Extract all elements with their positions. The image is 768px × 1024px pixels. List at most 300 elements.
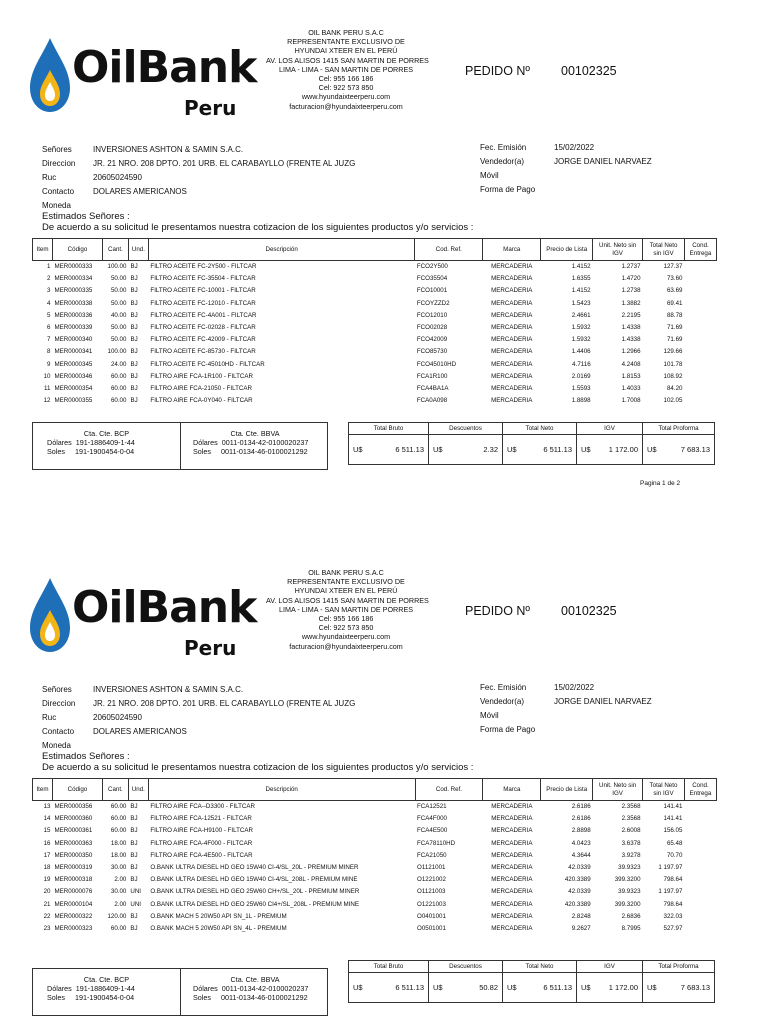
order-values (554, 681, 652, 709)
cell-cod-ref: FCA4F000 (417, 815, 447, 823)
bank-accounts (32, 422, 328, 470)
cell-precio-lista: 420.3389 (564, 876, 591, 884)
bcp-dolares-account: 191-1886409-1-44 (75, 984, 135, 993)
cell-item: 7 (47, 336, 51, 344)
cell-cant: 60.00 (110, 815, 127, 823)
cell-item: 15 (43, 827, 51, 835)
value-direccion: JR. 21 NRO. 208 DPTO. 201 URB. EL CARABAYLLO (FRENTE AL JUZG (93, 699, 356, 708)
cell-cant: 120.00 (107, 912, 127, 920)
cell-descripcion: FILTRO AIRE FCA--D3300 - FILTCAR (150, 803, 255, 811)
value-ruc: 20605024590 (93, 713, 142, 722)
bbva-soles-row (181, 993, 329, 1002)
currency-label: U$ (433, 983, 443, 992)
company-line: AV. LOS ALISOS 1415 SAN MARTIN DE PORRES (266, 595, 429, 605)
th-precio-lista: Precio de Lista (541, 239, 593, 261)
cell-item: 17 (43, 851, 51, 859)
client-labels (42, 143, 75, 213)
cell-total-neto: 70.70 (666, 851, 683, 859)
cell-item: 16 (43, 839, 51, 847)
th-total-neto: Total Neto sin IGV (643, 779, 685, 801)
igv-value: 1 172.00 (608, 983, 638, 992)
cell-codigo: MER0000336 (54, 311, 93, 319)
cell-unit-neto: 2.6008 (621, 827, 641, 835)
cell-unit-neto: 2.3568 (621, 815, 641, 823)
th-descripcion: Descripción (148, 239, 414, 261)
cell-precio-lista: 2.8248 (571, 912, 591, 920)
th-cant: Cant. (102, 779, 128, 801)
cell-descripcion: O.BANK ULTRA DIESEL HD GEO 15W40 CI-4/SL_208L - PREMIUM MINE (150, 876, 358, 884)
cell-cant: 30.00 (110, 888, 127, 896)
th-total-neto: Total Neto (503, 961, 577, 973)
currency-label: U$ (647, 445, 657, 454)
company-line: Cel: 922 573 850 (318, 83, 374, 93)
cell-cant: 2.00 (114, 900, 127, 908)
company-line: Cel: 955 166 186 (318, 614, 374, 624)
table-row (33, 801, 717, 813)
company-line: Cel: 955 166 186 (318, 74, 374, 84)
totals-values-row (349, 973, 715, 1003)
table-header-row (33, 779, 717, 801)
label-movil: Móvil (480, 171, 499, 180)
cell-total-neto: 84.20 (666, 384, 683, 392)
cell-item: 4 (47, 299, 51, 307)
cell-total-neto: 156.05 (663, 827, 683, 835)
th-cod-ref: Cod. Ref. (415, 239, 483, 261)
cell-cond-entrega (684, 922, 716, 934)
label-contacto: Contacto (42, 727, 75, 736)
client-values (93, 143, 355, 199)
table-row (33, 922, 717, 934)
bbva-soles-account: 0011-0134-46-0100021292 (220, 447, 308, 456)
bcp-soles-label: Soles (47, 447, 65, 456)
pedido-label: PEDIDO Nº (465, 64, 530, 78)
company-line: HYUNDAI XTEER EN EL PERÚ (294, 586, 398, 596)
cell-item: 19 (43, 876, 51, 884)
bbva-soles-label: Soles (193, 447, 211, 456)
bbva-dolares-account: 0011-0134-42-0100020237 (221, 984, 309, 993)
oilbank-logo (28, 576, 257, 662)
table-row (33, 861, 717, 873)
th-igv: IGV (577, 961, 643, 973)
cell-cond-entrega (684, 297, 716, 309)
cell-item: 5 (47, 311, 51, 319)
currency-label: U$ (581, 983, 591, 992)
cell-total-neto: 322.03 (663, 912, 683, 920)
cell-precio-lista: 42.0339 (568, 864, 591, 872)
logo-wordmark: OilBank (72, 42, 257, 93)
cell-cant: 60.00 (110, 372, 127, 380)
cell-marca: MERCADERIA (491, 397, 533, 405)
bcp-dolares-label: Dólares (47, 984, 72, 993)
cell-precio-lista: 1.5423 (571, 299, 591, 307)
document-page-2 (0, 558, 768, 1024)
th-marca: Marca (483, 779, 541, 801)
cell-cant: 60.00 (110, 827, 127, 835)
cell-item: 2 (47, 275, 51, 283)
table-row (33, 358, 717, 370)
cell-item: 1 (47, 263, 51, 271)
cell-cond-entrega (684, 898, 716, 910)
label-forma-pago: Forma de Pago (480, 725, 536, 734)
cell-marca: MERCADERIA (491, 324, 533, 332)
cell-und: BJ (130, 372, 138, 380)
cell-unit-neto: 4.2408 (621, 360, 641, 368)
value-moneda: DOLARES AMERICANOS (93, 727, 187, 736)
cell-item: 6 (47, 324, 51, 332)
table-row (33, 309, 717, 321)
cell-unit-neto: 2.3568 (621, 803, 641, 811)
cell-codigo: MER0000361 (54, 827, 93, 835)
label-vendedor: Vendedor(a) (480, 157, 525, 166)
greeting (42, 211, 473, 233)
value-senores: INVERSIONES ASHTON & SAMIN S.A.C. (93, 145, 244, 154)
table-row (33, 370, 717, 382)
cell-item: 20 (43, 888, 51, 896)
cell-und: BJ (130, 324, 138, 332)
cell-codigo: MER0000104 (54, 900, 93, 908)
cell-descripcion: FILTRO AIRE FCA-21050 - FILTCAR (150, 384, 252, 392)
th-total-bruto: Total Bruto (349, 423, 429, 435)
table-row (33, 273, 717, 285)
bbva-dolares-account: 0011-0134-42-0100020237 (221, 438, 309, 447)
cell-marca: MERCADERIA (491, 348, 533, 356)
cell-precio-lista: 1.4152 (571, 287, 591, 295)
cell-marca: MERCADERIA (491, 912, 533, 920)
table-row (33, 825, 717, 837)
cell-precio-lista: 2.4661 (571, 311, 591, 319)
cell-marca: MERCADERIA (491, 924, 533, 932)
cell-total-neto: 71.69 (666, 336, 683, 344)
totals-header-row (349, 423, 715, 435)
cell-descripcion: O.BANK ULTRA DIESEL HD GEO 25W60 CI4+/SL_208L - PREMIUM MINE (150, 900, 360, 908)
order-labels (480, 681, 535, 737)
bank-bbva (181, 429, 329, 456)
cell-und: BJ (130, 924, 138, 932)
cell-descripcion: FILTRO ACEITE FC-42009 - FILTCAR (150, 336, 256, 344)
bcp-dolares-row (33, 984, 180, 993)
table-row (33, 297, 717, 309)
cell-cond-entrega (684, 334, 716, 346)
table-row (33, 898, 717, 910)
cell-cond-entrega (684, 358, 716, 370)
th-item: Item (33, 779, 53, 801)
th-total-proforma: Total Proforma (643, 423, 715, 435)
cell-cant: 50.00 (110, 275, 127, 283)
th-item: Item (33, 239, 53, 261)
cell-und: BJ (130, 839, 138, 847)
cell-und: BJ (130, 803, 138, 811)
cell-item: 14 (43, 815, 51, 823)
page-number: Pagina 1 de 2 (640, 480, 681, 487)
cell-total-neto: 73.60 (666, 275, 683, 283)
cell-cod-ref: FCO02028 (416, 324, 448, 332)
cell-cant: 50.00 (110, 324, 127, 332)
cell-cond-entrega (684, 261, 716, 273)
table-row (33, 910, 717, 922)
cell-descripcion: FILTRO ACEITE FC-45010HD - FILTCAR (150, 360, 265, 368)
cell-precio-lista: 4.7116 (572, 360, 591, 368)
th-codigo: Código (52, 239, 102, 261)
cell-marca: MERCADERIA (491, 900, 533, 908)
cell-total-neto: 127.37 (663, 263, 683, 271)
label-moneda: Moneda (42, 741, 71, 750)
label-fec-emision: Fec. Emisión (480, 143, 527, 152)
cell-cod-ref: FCO10001 (416, 287, 448, 295)
cell-codigo: MER0000350 (54, 851, 93, 859)
cell-precio-lista: 1.5593 (571, 384, 591, 392)
cell-total-neto: 102.05 (663, 397, 683, 405)
oilbank-logo (28, 36, 257, 122)
cell-cant: 50.00 (110, 287, 127, 295)
bcp-soles-account: 191-1900454-0-04 (74, 447, 135, 456)
cell-unit-neto: 1.4338 (621, 324, 641, 332)
cell-cond-entrega (684, 849, 716, 861)
table-row (33, 346, 717, 358)
table-row (33, 886, 717, 898)
bbva-dolares-row (181, 984, 329, 993)
cell-cod-ref: O1221003 (417, 900, 446, 908)
cell-und: BJ (130, 397, 138, 405)
greeting (42, 751, 473, 773)
bbva-dolares-label: Dólares (193, 438, 218, 447)
cell-unit-neto: 39.9323 (618, 864, 641, 872)
cell-total-neto: 141.41 (663, 803, 683, 811)
greeting-line-2: De acuerdo a su solicitud le presentamos nuestra cotizacion de los siguientes productos y/o servicios : (42, 762, 474, 773)
th-unit-neto: Unit. Neto sin IGV (593, 779, 643, 801)
company-line: REPRESENTANTE EXCLUSIVO DE (287, 37, 405, 47)
total-bruto-value: 6 511.13 (395, 983, 424, 992)
th-total-neto: Total Neto (503, 423, 577, 435)
label-forma-pago: Forma de Pago (480, 185, 536, 194)
cell-cant: 24.00 (110, 360, 127, 368)
cell-cod-ref: FCA4BA1A (416, 384, 449, 392)
cell-total-neto: 65.48 (666, 839, 683, 847)
cell-cond-entrega (684, 309, 716, 321)
totals-header-row (349, 961, 715, 973)
cell-unit-neto: 1.8153 (621, 372, 641, 380)
cell-codigo: MER0000355 (54, 397, 93, 405)
cell-und: BJ (130, 384, 138, 392)
cell-precio-lista: 4.3644 (571, 851, 591, 859)
company-line: AV. LOS ALISOS 1415 SAN MARTIN DE PORRES (266, 55, 429, 65)
order-labels (480, 141, 535, 197)
cell-und: BJ (130, 360, 138, 368)
cell-marca: MERCADERIA (491, 864, 533, 872)
logo-subtitle: Peru (184, 96, 237, 120)
company-line: facturacion@hyundaixteerperu.com (289, 101, 403, 111)
cell-cod-ref: O1221002 (417, 876, 446, 884)
cell-total-neto: 101.78 (663, 360, 683, 368)
cell-cond-entrega (684, 273, 716, 285)
cell-codigo: MER0000333 (54, 263, 93, 271)
bbva-soles-account: 0011-0134-46-0100021292 (220, 993, 308, 1002)
total-bruto-value: 6 511.13 (395, 445, 424, 454)
label-direccion: Direccion (42, 699, 76, 708)
cell-cond-entrega (684, 370, 716, 382)
items-table (32, 238, 717, 407)
cell-cod-ref: FCO45010HD (416, 360, 457, 368)
cell-cod-ref: FCO85730 (416, 348, 448, 356)
cell-item: 11 (44, 384, 51, 392)
logo-wordmark: OilBank (72, 582, 257, 633)
cell-item: 3 (47, 287, 51, 295)
totals-table (348, 422, 715, 465)
total-bruto-cell (349, 973, 429, 1003)
cell-marca: MERCADERIA (491, 839, 533, 847)
cell-precio-lista: 4.0423 (571, 839, 591, 847)
cell-precio-lista: 2.8898 (571, 827, 591, 835)
total-proforma-value: 7 683.13 (680, 983, 710, 992)
total-proforma-value: 7 683.13 (680, 445, 710, 454)
value-vendedor: JORGE DANIEL NARVAEZ (554, 697, 652, 706)
cell-descripcion: FILTRO ACEITE FC-10001 - FILTCAR (150, 287, 256, 295)
document-page-1 (0, 18, 768, 518)
igv-value: 1 172.00 (608, 445, 638, 454)
cell-descripcion: FILTRO AIRE FCA-4F000 - FILTCAR (150, 839, 253, 847)
label-movil: Móvil (480, 711, 499, 720)
cell-cant: 30.00 (110, 864, 127, 872)
cell-unit-neto: 1.2966 (621, 348, 641, 356)
company-info (266, 568, 429, 651)
cell-cod-ref: FCA78110HD (417, 839, 456, 847)
cell-precio-lista: 2.6186 (571, 803, 591, 811)
cell-codigo: MER0000345 (54, 360, 93, 368)
cell-total-neto: 527.97 (663, 924, 683, 932)
logo-subtitle: Peru (184, 636, 237, 660)
th-cod-ref: Cod. Ref. (415, 779, 483, 801)
value-direccion: JR. 21 NRO. 208 DPTO. 201 URB. EL CARABAYLLO (FRENTE AL JUZG (93, 159, 356, 168)
pedido-number: 00102325 (561, 604, 617, 618)
company-line: www.hyundaixteerperu.com (301, 92, 391, 102)
cell-codigo: MER0000354 (54, 384, 93, 392)
cell-unit-neto: 8.7995 (621, 924, 641, 932)
currency-label: U$ (581, 445, 591, 454)
cell-codigo: MER0000340 (54, 336, 93, 344)
cell-item: 12 (43, 397, 51, 405)
table-row (33, 321, 717, 333)
descuentos-cell (429, 435, 503, 465)
table-row (33, 285, 717, 297)
label-contacto: Contacto (42, 187, 75, 196)
cell-total-neto: 798.64 (663, 876, 683, 884)
cell-unit-neto: 399.3200 (614, 876, 641, 884)
bcp-dolares-row (33, 438, 180, 447)
igv-cell (577, 973, 643, 1003)
cell-precio-lista: 2.0169 (571, 372, 591, 380)
th-descuentos: Descuentos (429, 961, 503, 973)
cell-cod-ref: O0401001 (417, 912, 446, 920)
cell-precio-lista: 420.3389 (564, 900, 591, 908)
company-line: LIMA - LIMA - SAN MARTIN DE PORRES (278, 64, 414, 74)
totals-table (348, 960, 715, 1003)
cell-unit-neto: 1.3882 (621, 299, 641, 307)
cell-und: BJ (130, 851, 138, 859)
th-und: Und. (128, 779, 148, 801)
cell-unit-neto: 399.3200 (614, 900, 641, 908)
bank-bcp (33, 423, 181, 469)
company-line: Cel: 922 573 850 (318, 623, 374, 633)
cell-marca: MERCADERIA (491, 311, 533, 319)
table-header-row (33, 239, 717, 261)
value-vendedor: JORGE DANIEL NARVAEZ (554, 157, 652, 166)
cell-marca: MERCADERIA (491, 803, 533, 811)
cell-cant: 18.00 (110, 851, 127, 859)
company-line: LIMA - LIMA - SAN MARTIN DE PORRES (278, 604, 414, 614)
cell-cond-entrega (684, 395, 716, 407)
order-values (554, 141, 652, 169)
cell-total-neto: 88.78 (666, 311, 683, 319)
cell-marca: MERCADERIA (491, 827, 533, 835)
bbva-soles-row (181, 447, 329, 456)
cell-precio-lista: 42.0339 (568, 888, 591, 896)
company-line: OIL BANK PERU S.A.C (308, 28, 384, 37)
cell-und: UNI (130, 888, 142, 896)
cell-codigo: MER0000360 (54, 815, 93, 823)
th-igv: IGV (577, 423, 643, 435)
cell-cod-ref: FCO35504 (416, 275, 448, 283)
bcp-soles-row (33, 993, 180, 1002)
cell-cond-entrega (684, 886, 716, 898)
cell-und: BJ (130, 336, 138, 344)
cell-cond-entrega (684, 910, 716, 922)
cell-codigo: MER0000338 (54, 299, 93, 307)
company-line: www.hyundaixteerperu.com (301, 632, 391, 642)
cell-precio-lista: 1.5932 (571, 336, 591, 344)
table-row (33, 813, 717, 825)
cell-cant: 18.00 (110, 839, 127, 847)
th-descripcion: Descripción (148, 779, 415, 801)
th-und: Und. (128, 239, 148, 261)
total-proforma-cell (643, 973, 715, 1003)
cell-cond-entrega (684, 346, 716, 358)
cell-cod-ref: O0501001 (417, 924, 446, 932)
cell-item: 21 (43, 900, 51, 908)
cell-precio-lista: 1.6355 (571, 275, 591, 283)
igv-cell (577, 435, 643, 465)
descuentos-value: 50.82 (479, 983, 498, 992)
th-codigo: Código (52, 779, 102, 801)
cell-marca: MERCADERIA (491, 299, 533, 307)
cell-unit-neto: 1.4720 (621, 275, 641, 283)
currency-label: U$ (433, 445, 443, 454)
bcp-dolares-account: 191-1886409-1-44 (75, 438, 135, 447)
th-total-bruto: Total Bruto (349, 961, 429, 973)
greeting-line-1: Estimados Señores : (42, 211, 130, 222)
cell-marca: MERCADERIA (491, 851, 533, 859)
cell-codigo: MER0000334 (54, 275, 93, 283)
cell-descripcion: FILTRO ACEITE FC-12010 - FILTCAR (150, 299, 256, 307)
oil-drop-icon (28, 576, 72, 656)
cell-cod-ref: FCO42009 (416, 336, 448, 344)
cell-marca: MERCADERIA (491, 360, 533, 368)
oil-drop-icon (28, 36, 72, 116)
cell-unit-neto: 1.2737 (621, 263, 641, 271)
cell-total-neto: 141.41 (663, 815, 683, 823)
bcp-dolares-label: Dólares (47, 438, 72, 447)
th-total-proforma: Total Proforma (643, 961, 715, 973)
cell-codigo: MER0000339 (54, 324, 93, 332)
label-direccion: Direccion (42, 159, 76, 168)
bbva-soles-label: Soles (193, 993, 211, 1002)
table-row (33, 395, 717, 407)
cell-cond-entrega (684, 382, 716, 394)
cell-und: BJ (130, 311, 138, 319)
company-line: REPRESENTANTE EXCLUSIVO DE (287, 577, 405, 587)
cell-descripcion: FILTRO ACEITE FC-2Y500 - FILTCAR (150, 263, 257, 271)
total-neto-cell (503, 435, 577, 465)
cell-descripcion: FILTRO ACEITE FC-35504 - FILTCAR (150, 275, 256, 283)
currency-label: U$ (507, 445, 517, 454)
